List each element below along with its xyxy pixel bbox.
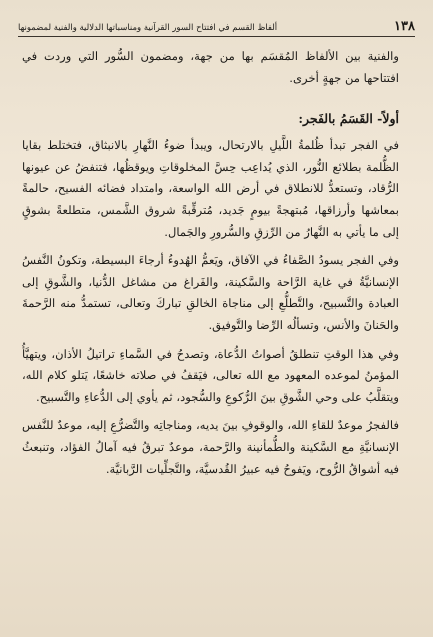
- section-title: أولاً- القَسَمُ بالفَجر:: [298, 111, 399, 127]
- running-title: ألفاظ القسم في افتتاح السور القرآنية ومناسباتها الدلالية والفنية لمضمونها: [18, 23, 278, 33]
- intro-paragraph: والفنية بين الألفاظ المُقسَم بها من جهة، ومضمون السُّور التي وردت في افتتاحها من جهةٍ أخرى.: [22, 49, 399, 85]
- paragraph-2: وفي الفجر يسودُ الصَّفاءُ في الآفاق، ويَعمُّ الهُدوءُ أرجاءَ البسيطة، وتكونُ النَّفسُ الإنسانيَّةُ في غاية الرَّاحة والسَّكينة، والفَراغ من مشاغل الدُّنيا، والشَّوقِ إلى العبادة والتَّسبيح، والتَّطلُّعِ إلى مناجاة الخالقِ تباركَ وتعالى، تستمدُّ منه الرَّحمةَ والحَنانَ والأنس، وتسألُه الرِّضا والتَّوفيق.: [22, 253, 399, 332]
- paragraph-4: فالفجرُ موعدٌ للقاءِ الله، والوقوفِ بينَ يديه، ومناجاتِه والتَّضرُّعِ إليه، موعدٌ للنَّفس الإنسانيَّةِ مع السَّكينة والطُّمأنينة والرَّحمة، موعدٌ تبرقُ فيه آمالُ الفؤاد، وتنبعثُ فيه أشواقُ الرُّوح، ويَفوحُ فيه عبيرُ القُدسيَّة، والتَّجلِّيات الرَّبانيَّة.: [22, 418, 399, 476]
- paragraph-1: في الفجر تبدأ ظُلمةُ اللَّيلِ بالارتحال، ويبدأ ضوءُ النَّهارِ بالانبثاق، فتختلط بقايا الظُّلمة بطلائع النُّور، الذي يُداعِب حِسَّ المخلوقاتِ ويوقظُها، فتنفضُ عن عيونها الرُّقاد، وتستعدُّ للانطلاق في أرض الله الواسعة، وامتداد فضائه الفسيح، حالمةً بمعاشها وأرزاقها، مُبتهجةً بيومٍ جَديد، مُترقِّبةً شروق الشَّمس، متطلعةً بشوقٍ إلى ما يأتي به النَّهارُ من الرِّزقِ والسُّرورِ والجَمال.: [22, 138, 399, 239]
- page-body: [22, 46, 399, 487]
- page-header: [18, 14, 415, 37]
- paragraph-3: وفي هذا الوقتِ تنطلقُ أصواتُ الدُّعاة، وتصدحُ في السَّماءِ تراتيلُ الأذان، ويتهيَّأُ المؤمنُ لموعده المعهود مع الله تعالى، فيَقفُ في صلاته خاشعًا، يَتلو كلام الله، ويتقلَّبُ على وحي الشَّوقِ بينَ الرُّكوعِ والسُّجود، ثم يأوي إلى الدُّعاءِ والتَّسبيح.: [22, 346, 399, 404]
- page-number: ١٣٨: [394, 19, 415, 34]
